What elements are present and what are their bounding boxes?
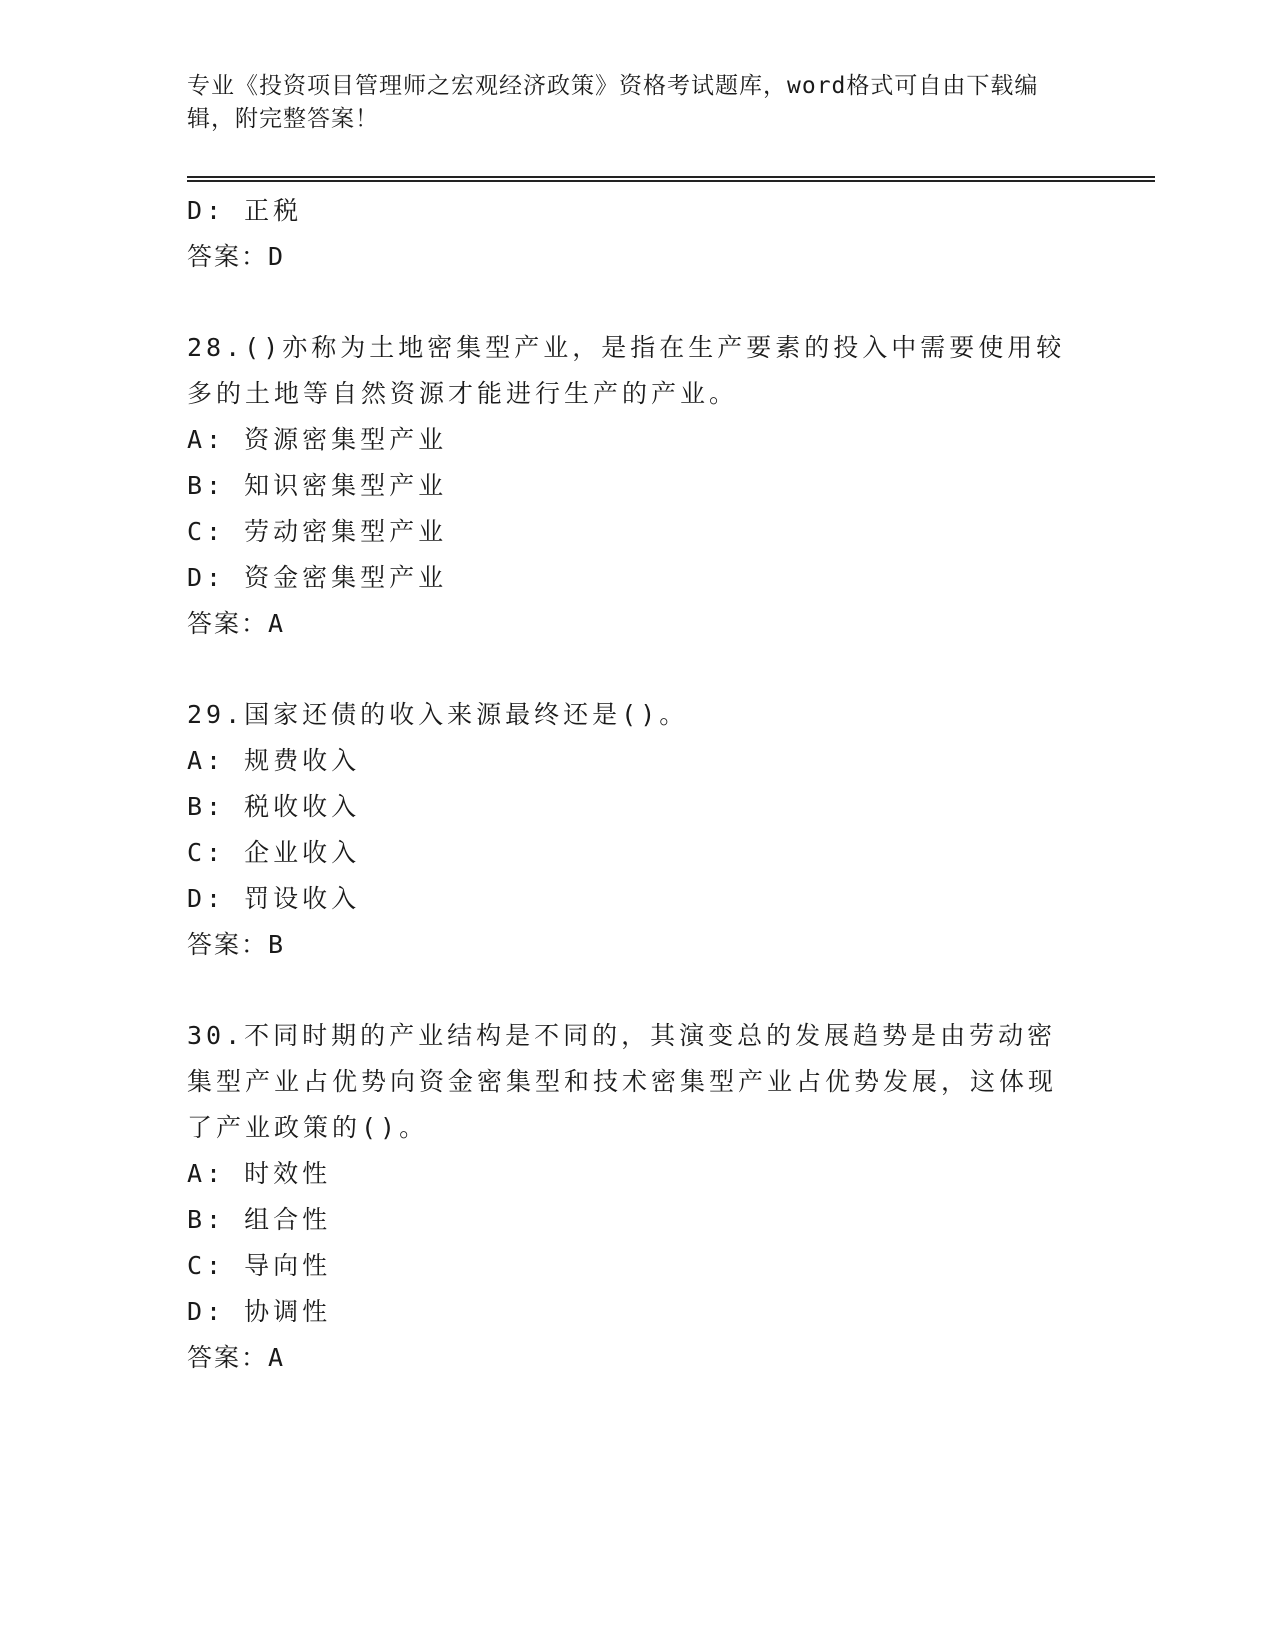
option-a: A: 规费收入	[187, 746, 361, 775]
answer-line	[187, 922, 1067, 968]
answer-value: D	[268, 242, 286, 271]
answer-value: B	[268, 930, 286, 959]
option-c: C: 劳动密集型产业	[187, 517, 448, 546]
answer-value: A	[268, 1343, 286, 1372]
question-27-tail	[187, 188, 1067, 280]
header-divider	[187, 176, 1155, 182]
spacer	[187, 968, 1067, 1013]
answer-value: A	[268, 609, 286, 638]
answer-label: 答案：	[187, 609, 269, 638]
question-29	[187, 692, 1067, 968]
question-stem: 29.国家还债的收入来源最终还是()。	[187, 700, 689, 729]
option-d: D: 资金密集型产业	[187, 563, 448, 592]
answer-label: 答案：	[187, 1343, 269, 1372]
option-d: D: 罚设收入	[187, 884, 361, 913]
answer-label: 答案：	[187, 242, 269, 271]
question-28	[187, 325, 1067, 647]
option-c: C: 导向性	[187, 1251, 332, 1280]
option-b: B: 组合性	[187, 1205, 332, 1234]
answer-line	[187, 234, 1067, 280]
document-content	[187, 188, 1067, 1381]
option-b: B: 税收收入	[187, 792, 361, 821]
answer-line	[187, 1335, 1067, 1381]
answer-label: 答案：	[187, 930, 269, 959]
spacer	[187, 280, 1067, 325]
option-c: C: 企业收入	[187, 838, 361, 867]
spacer	[187, 647, 1067, 692]
answer-line	[187, 601, 1067, 647]
question-stem: 28.()亦称为土地密集型产业，是指在生产要素的投入中需要使用较多的土地等自然资源才能进行生产的产业。	[187, 333, 1066, 408]
question-stem: 30.不同时期的产业结构是不同的，其演变总的发展趋势是由劳动密集型产业占优势向资金密集型和技术密集型产业占优势发展，这体现了产业政策的()。	[187, 1021, 1058, 1142]
option-b: B: 知识密集型产业	[187, 471, 448, 500]
option-d: D: 协调性	[187, 1297, 332, 1326]
option-a: A: 时效性	[187, 1159, 332, 1188]
document-header: 专业《投资项目管理师之宏观经济政策》资格考试题库，word格式可自由下载编辑，附完整答案！	[187, 73, 1039, 132]
option-d: D: 正税	[187, 196, 303, 225]
option-a: A: 资源密集型产业	[187, 425, 448, 454]
question-30	[187, 1013, 1067, 1381]
